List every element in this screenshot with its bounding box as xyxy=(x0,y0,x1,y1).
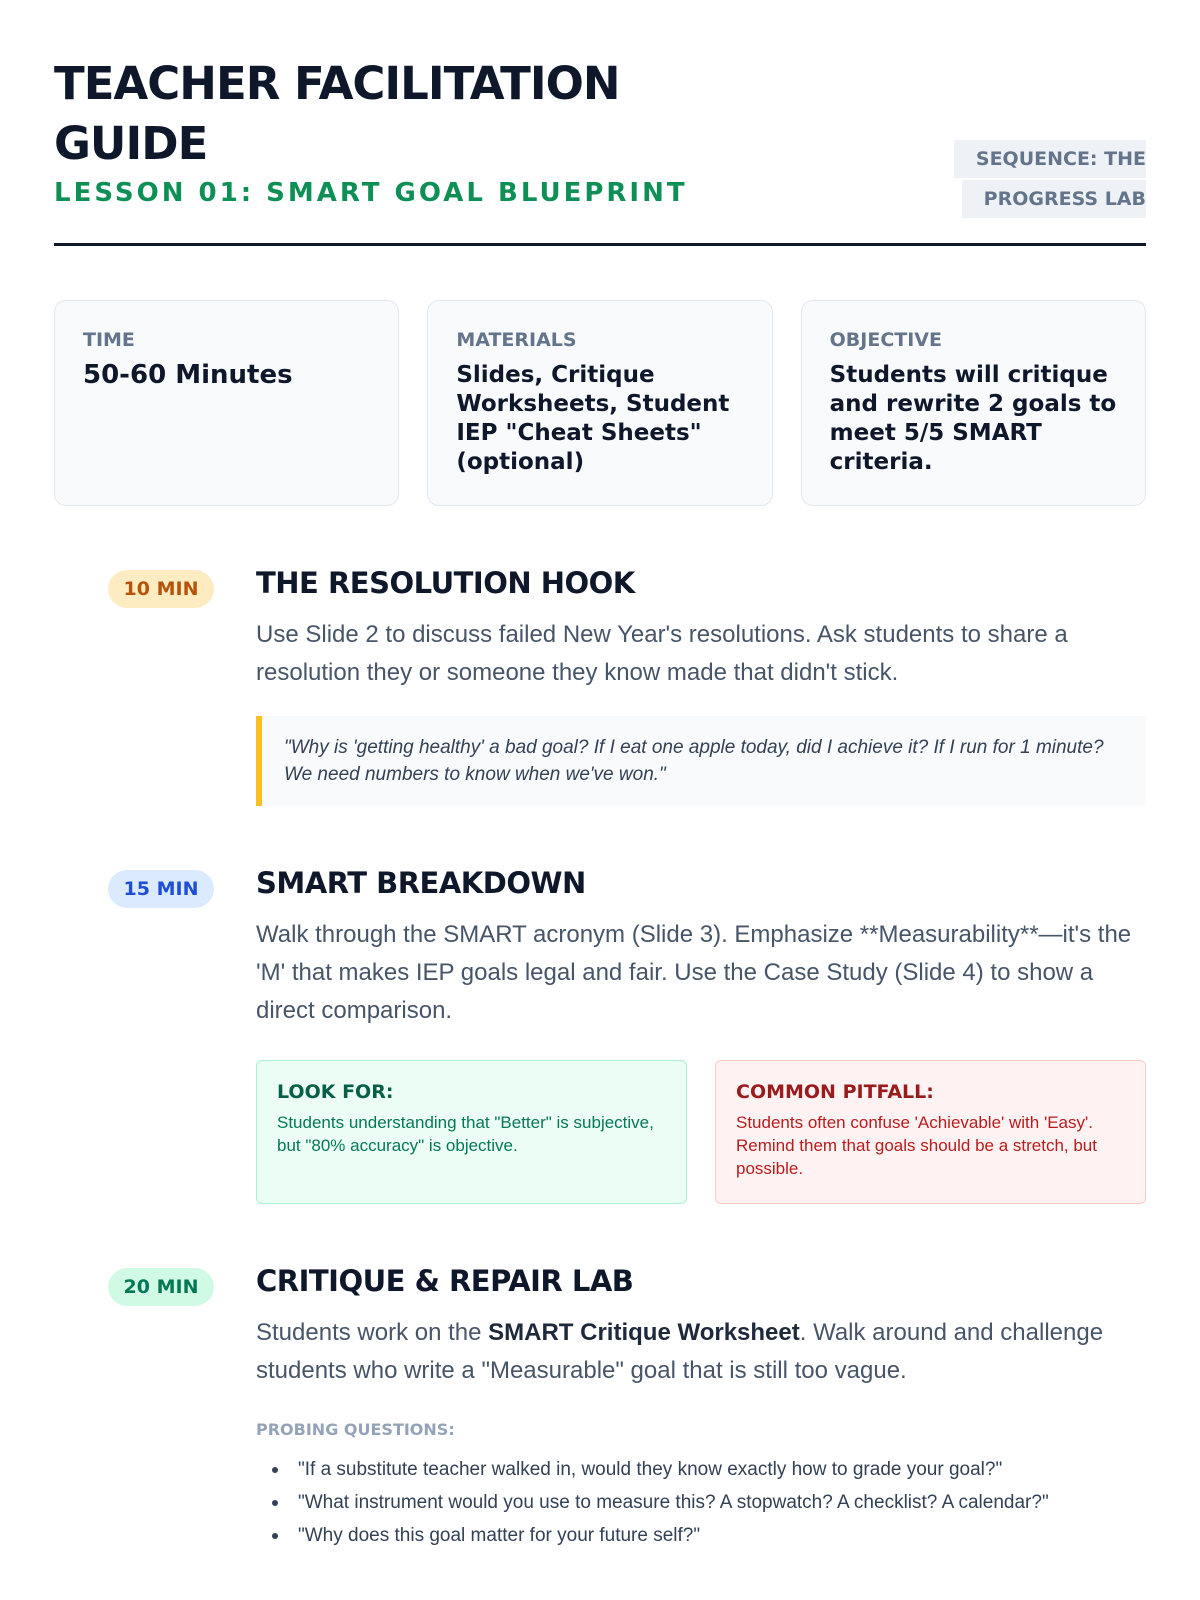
probing-questions-list xyxy=(256,1453,1146,1552)
probing-question: "Why does this goal matter for your future self?" xyxy=(256,1519,1146,1552)
pitfall-label: COMMON PITFALL: xyxy=(736,1081,934,1103)
card-label: OBJECTIVE xyxy=(829,329,942,351)
duration-badge: 20 MIN xyxy=(108,1268,214,1306)
look-for-label: LOOK FOR: xyxy=(277,1081,394,1103)
card-value: 50-60 Minutes xyxy=(83,360,293,390)
lesson-subtitle: LESSON 01: SMART GOAL BLUEPRINT xyxy=(54,178,688,208)
section-text: Use Slide 2 to discuss failed New Year's resolutions. Ask students to share a resolution they or someone they know made that didn't stick. xyxy=(256,621,1068,686)
materials-card xyxy=(427,300,772,506)
section-title: CRITIQUE & REPAIR LAB xyxy=(256,1264,634,1298)
sequence-badge-text: SEQUENCE: THE PROGRESS LAB xyxy=(954,140,1146,218)
look-for-text: Students understanding that "Better" is subjective, but "80% accuracy" is objective. xyxy=(277,1113,654,1155)
worksheet-name: SMART Critique Worksheet xyxy=(488,1319,800,1346)
probing-question: "What instrument would you use to measure this? A stopwatch? A checklist? A calendar?" xyxy=(256,1486,1146,1519)
sequence-badge xyxy=(850,139,1146,219)
probing-questions-label: PROBING QUESTIONS: xyxy=(256,1420,455,1439)
section-text-before: Students work on the xyxy=(256,1319,489,1346)
card-label: MATERIALS xyxy=(456,329,577,351)
card-value: Students will critique and rewrite 2 goals to meet 5/5 SMART criteria. xyxy=(829,362,1117,475)
page-header xyxy=(54,0,1146,246)
duration-badge: 10 MIN xyxy=(108,570,214,608)
page-title: TEACHER FACILITATION GUIDE xyxy=(54,57,620,170)
section-text xyxy=(256,1314,1146,1390)
teacher-quote: "Why is 'getting healthy' a bad goal? If I eat one apple today, did I achieve it? If I run for 1 minute? We need numbers to know when we've won." xyxy=(256,716,1146,806)
card-value: Slides, Critique Worksheets, Student IEP "Cheat Sheets" (optional) xyxy=(456,362,730,475)
section-critique-lab xyxy=(54,1262,1146,1552)
look-for-box xyxy=(256,1060,687,1204)
objective-card xyxy=(801,300,1146,506)
section-text: Walk through the SMART acronym (Slide 3). Emphasize **Measurability**—it's the 'M' that makes IEP goals legal and fair. Use the Case Study (Slide 4) to show a direct comparison. xyxy=(256,921,1132,1024)
section-title: THE RESOLUTION HOOK xyxy=(256,566,635,600)
section-title: SMART BREAKDOWN xyxy=(256,866,586,900)
section-resolution-hook xyxy=(54,564,1146,806)
section-smart-breakdown xyxy=(54,864,1146,1204)
info-cards xyxy=(54,300,1146,506)
section-text-after: . Walk around and challenge students who write a "Measurable" goal that is still too vague. xyxy=(256,1319,1104,1384)
time-card xyxy=(54,300,399,506)
pitfall-box xyxy=(715,1060,1146,1204)
pitfall-text: Students often confuse 'Achievable' with 'Easy'. Remind them that goals should be a stretch, but possible. xyxy=(736,1113,1097,1178)
probing-question: "If a substitute teacher walked in, would they know exactly how to grade your goal?" xyxy=(256,1453,1146,1486)
card-label: TIME xyxy=(83,329,135,351)
callout-boxes xyxy=(256,1060,1146,1204)
duration-badge: 15 MIN xyxy=(108,870,214,908)
